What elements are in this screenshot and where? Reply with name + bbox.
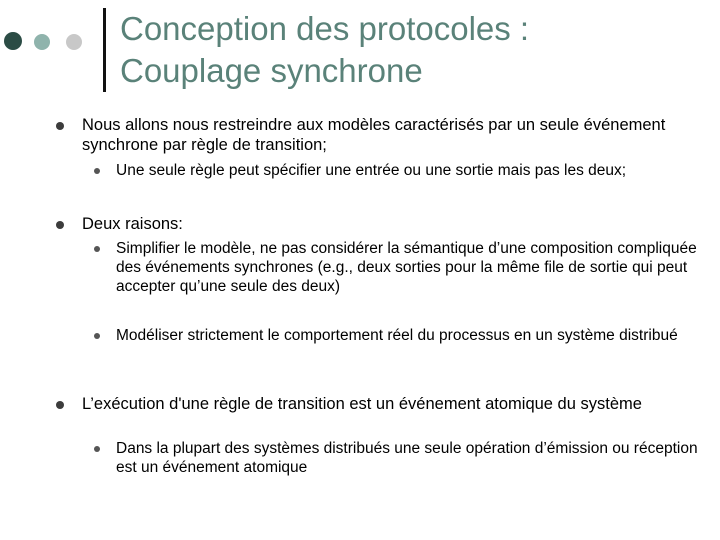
- sub-bullet-text-3-1: Dans la plupart des systèmes distribués une seule opération d’émission ou réception est un événement atomique: [116, 440, 698, 476]
- sub-bullet-icon: [94, 246, 100, 252]
- sub-bullet-icon: [94, 168, 100, 174]
- sub-bullet-text-2-2: Modéliser strictement le comportement réel du processus en un système distribué: [116, 327, 678, 344]
- sub-bullet-text-2-1: Simplifier le modèle, ne pas considérer la sémantique d’une composition compliquée des événements synchrones (e.g., deux sorties pour la même file de sortie qui peut accepter qu’une seule des deux): [116, 240, 697, 295]
- slide-title-line-1: Conception des protocoles :: [120, 10, 530, 47]
- bullet-text-3: L’exécution d'une règle de transition est un événement atomique du système: [82, 395, 642, 413]
- sub-bullet-icon: [94, 333, 100, 339]
- bullet-text-2: Deux raisons:: [82, 215, 183, 233]
- slide-title-line-2: Couplage synchrone: [120, 52, 423, 89]
- sub-bullet-icon: [94, 446, 100, 452]
- bullet-icon: [56, 401, 64, 409]
- bullet-icon: [56, 221, 64, 229]
- bullet-icon: [56, 122, 64, 130]
- sub-bullet-text-1-1: Une seule règle peut spécifier une entrée ou une sortie mais pas les deux;: [116, 162, 627, 179]
- bullet-text-1: Nous allons nous restreindre aux modèles caractérisés par un seule événement synchrone par règle de transition;: [82, 116, 666, 154]
